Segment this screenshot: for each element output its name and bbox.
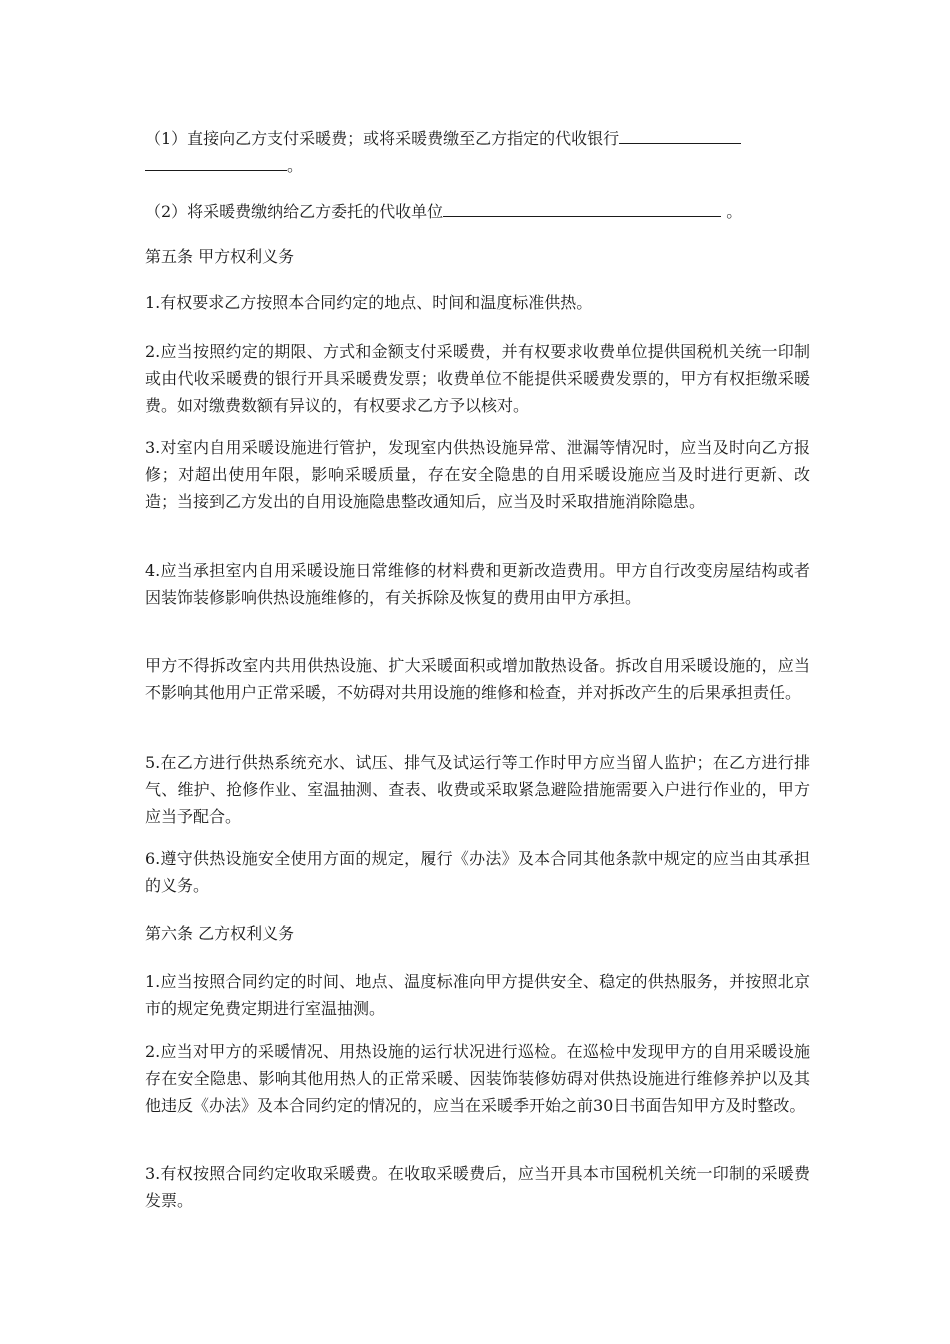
- article-6-item-3: 3.有权按照合同约定收取采暖费。在收取采暖费后，应当开具本市国税机关统一印制的采暖费发票。: [145, 1164, 810, 1210]
- article-5-item-5: 5.在乙方进行供热系统充水、试压、排气及试运行等工作时甲方应当留人监护；在乙方进行排气、维护、抢修作业、室温抽测、查表、收费或采取紧急避险措施需要入户进行作业的，甲方应当予配合。: [145, 753, 810, 826]
- article-5-item-4: 4.应当承担室内自用采暖设施日常维修的材料费和更新改造费用。甲方自行改变房屋结构或者因装饰装修影响供热设施维修的，有关拆除及恢复的费用由甲方承担。: [145, 561, 810, 607]
- article-5-item-6: 6.遵守供热设施安全使用方面的规定，履行《办法》及本合同其他条款中规定的应当由其承担的义务。: [145, 849, 810, 895]
- payment-option-1-end: 。: [287, 156, 304, 175]
- article-5-item-3: 3.对室内自用采暖设施进行管护，发现室内供热设施异常、泄漏等情况时，应当及时向乙方报修；对超出使用年限，影响采暖质量，存在安全隐患的自用采暖设施应当及时进行更新、改造；当接到乙方发出的自用设施隐患整改通知后，应当及时采取措施消除隐患。: [145, 438, 810, 511]
- article-6-item-2: 2.应当对甲方的采暖情况、用热设施的运行状况进行巡检。在巡检中发现甲方的自用采暖设施存在安全隐患、影响其他用热人的正常采暖、因装饰装修妨碍对供热设施进行维修养护以及其他违反《办法》及本合同约定的情况的，应当在采暖季开始之前30日书面告知甲方及时整改。: [145, 1042, 810, 1115]
- payment-option-1-text: （1）直接向乙方支付采暖费；或将采暖费缴至乙方指定的代收银行: [145, 129, 620, 148]
- agent-unit-blank-field[interactable]: [443, 198, 721, 217]
- article-5-item-4-supplement: 甲方不得拆改室内共用供热设施、扩大采暖面积或增加散热设备。拆改自用采暖设施的，应当不影响其他用户正常采暖，不妨碍对共用设施的维修和检查，并对拆改产生的后果承担责任。: [145, 656, 810, 702]
- payment-option-2-text: （2）将采暖费缴纳给乙方委托的代收单位: [145, 202, 444, 221]
- article-5-item-2: 2.应当按照约定的期限、方式和金额支付采暖费，并有权要求收费单位提供国税机关统一印制或由代收采暖费的银行开具采暖费发票；收费单位不能提供采暖费发票的，甲方有权拒缴采暖费。如对缴费数额有异议的，有权要求乙方予以核对。: [145, 342, 810, 415]
- article-5-item-1: 1.有权要求乙方按照本合同约定的地点、时间和温度标准供热。: [145, 293, 593, 312]
- bank-blank-field-continued[interactable]: [145, 152, 287, 171]
- article-6-item-1: 1.应当按照合同约定的时间、地点、温度标准向甲方提供安全、稳定的供热服务，并按照北京市的规定免费定期进行室温抽测。: [145, 972, 810, 1018]
- article-6-title: 第六条 乙方权利义务: [145, 924, 295, 943]
- bank-blank-field[interactable]: [619, 125, 741, 144]
- payment-option-1: [145, 125, 810, 179]
- article-5-title: 第五条 甲方权利义务: [145, 247, 295, 266]
- payment-option-2-end: 。: [726, 202, 743, 221]
- payment-option-2: [145, 198, 810, 225]
